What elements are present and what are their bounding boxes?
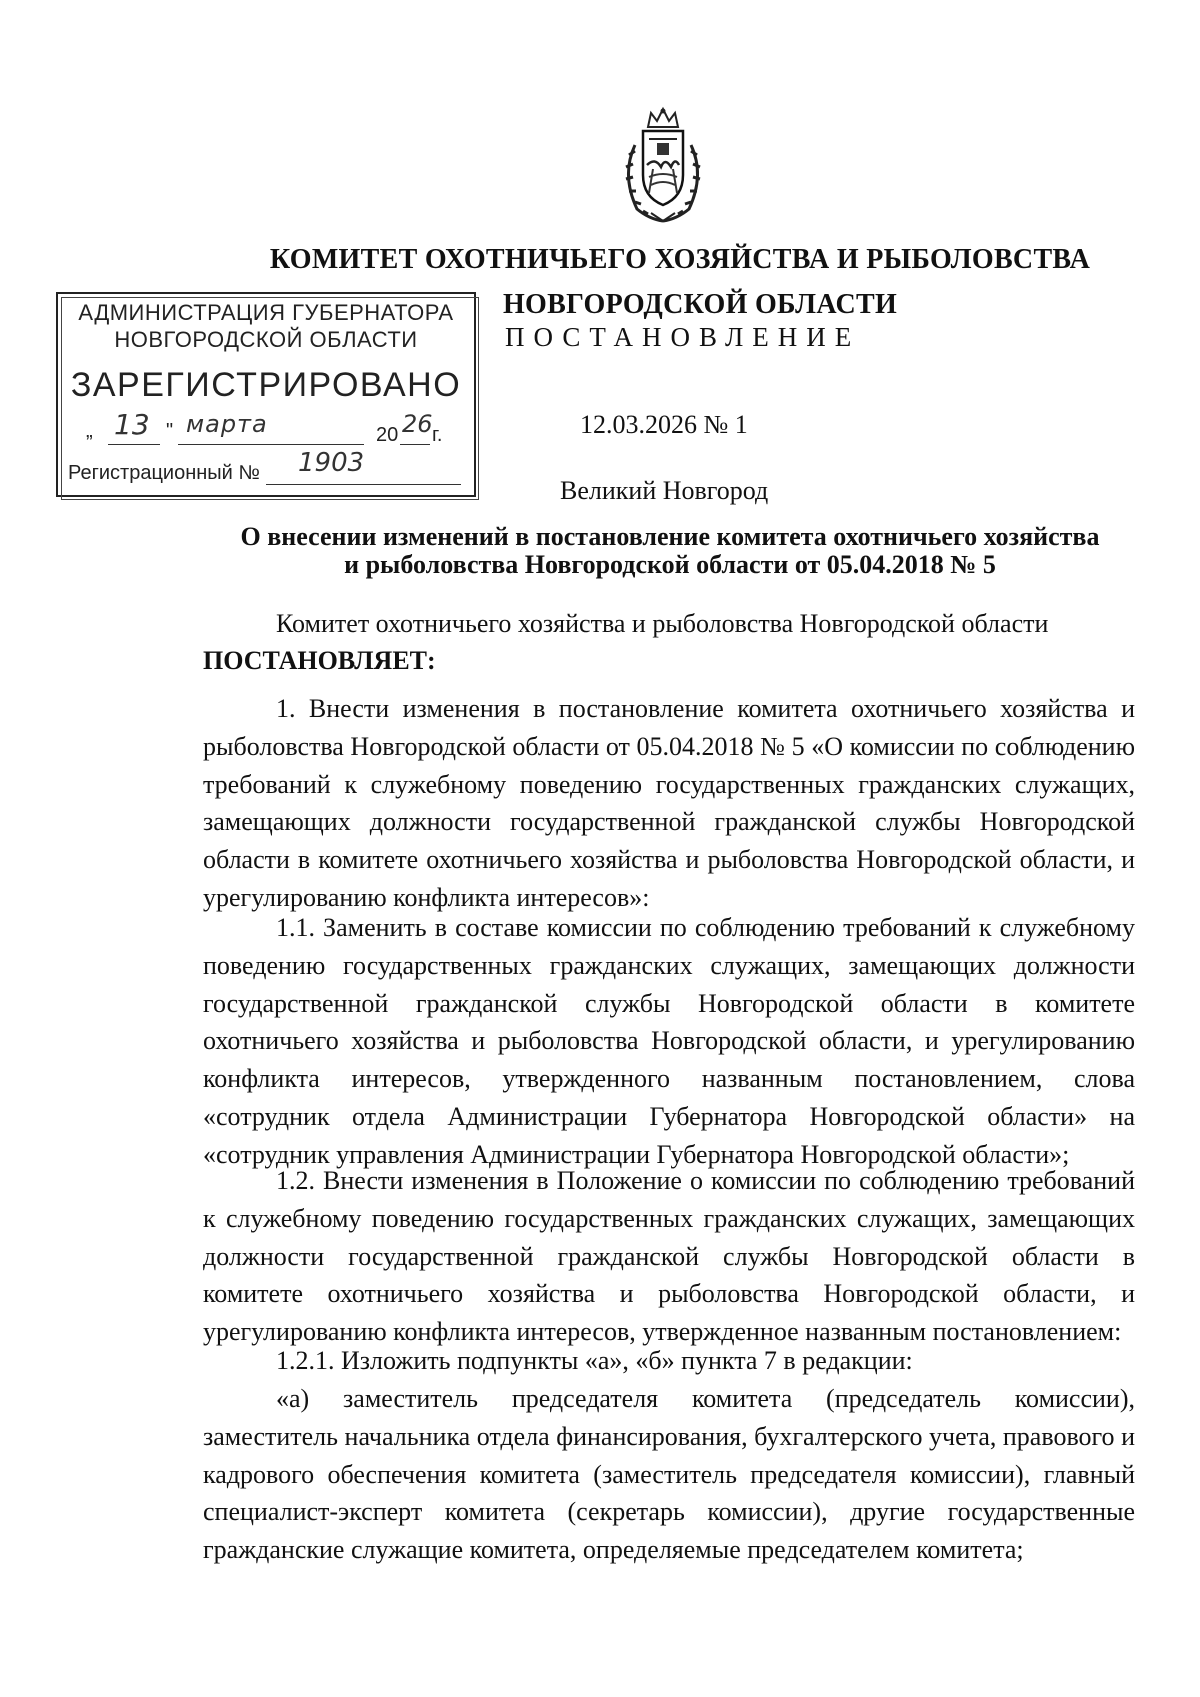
paragraph-1-2: 1.2. Внести изменения в Положение о комиссии по соблюдению требований к служебному поведению государственных гражданских служащих, замещающих должности государственной гражданской службы Новгородской области в комитете охотничьего хозяйства и рыболовства Новгородской области, и урегулированию конфликта интересов, утвержденное названным постановлением:: [203, 1166, 1135, 1347]
org-title-line2: НОВГОРОДСКОЙ ОБЛАСТИ: [502, 289, 898, 320]
stamp-year-prefix: 20: [376, 424, 399, 446]
intro-line1: Комитет охотничьего хозяйства и рыболовства Новгородской области: [276, 609, 1049, 638]
registration-stamp: [56, 292, 476, 497]
stamp-reg-number-handwritten: 1903: [298, 448, 365, 478]
stamp-reg-label: Регистрационный №: [68, 462, 260, 484]
stamp-year-handwritten: 26: [402, 410, 433, 438]
subject-line1: О внесении изменений в постановление комитета охотничьего хозяйства: [240, 522, 1100, 551]
coat-of-arms-emblem: [613, 105, 713, 225]
document-date-number: 12.03.2026 № 1: [580, 410, 748, 439]
stamp-quote-close: ": [166, 420, 174, 442]
intro-resolves: ПОСТАНОВЛЯЕТ:: [203, 646, 436, 675]
paragraph-1-2-1: 1.2.1. Изложить подпункты «а», «б» пункта 7 в редакции:: [276, 1346, 913, 1375]
paragraph-subitem-a: «а) заместитель председателя комитета (председатель комиссии), заместитель начальника отдела финансирования, бухгалтерского учета, правового и кадрового обеспечения комитета (заместитель председателя комиссии), главный специалист-эксперт комитета (секретарь комиссии), другие государственные гражданские служащие комитета, определяемые председателем комитета;: [203, 1384, 1135, 1565]
subject-line2: и рыболовства Новгородской области от 05.04.2018 № 5: [344, 550, 996, 579]
stamp-day-handwritten: 13: [114, 408, 150, 441]
stamp-status: ЗАРЕГИСТРИРОВАНО: [70, 366, 462, 404]
stamp-year-unit: г.: [432, 424, 443, 446]
stamp-quote-open: „: [86, 420, 93, 442]
paragraph-1-1: 1.1. Заменить в составе комиссии по соблюдению требований к служебному поведению государственных гражданских служащих, замещающих должности государственной гражданской службы Новгородской области в комитете охотничьего хозяйства и рыболовства Новгородской области, и урегулированию конфликта интересов, утвержденного названным постановлением, слова «сотрудник отдела Администрации Губернатора Новгородской области» на «сотрудник управления Администрации Губернатора Новгородской области»;: [203, 913, 1135, 1169]
paragraph-1: 1. Внести изменения в постановление комитета охотничьего хозяйства и рыболовства Новгородской области от 05.04.2018 № 5 «О комиссии по соблюдению требований к служебному поведению государственных гражданских служащих, замещающих должности государственной гражданской службы Новгородской области в комитете охотничьего хозяйства и рыболовства Новгородской области, и урегулированию конфликта интересов»:: [203, 694, 1135, 912]
stamp-reg-underline: [266, 484, 461, 485]
stamp-month-handwritten: марта: [186, 410, 268, 438]
stamp-registration-row: [68, 430, 468, 484]
stamp-line2: НОВГОРОДСКОЙ ОБЛАСТИ: [114, 327, 418, 352]
stamp-line1: АДМИНИСТРАЦИЯ ГУБЕРНАТОРА: [78, 300, 454, 325]
document-type: ПОСТАНОВЛЕНИЕ: [505, 322, 861, 352]
document-city: Великий Новгород: [560, 476, 769, 505]
document-subject: [195, 523, 1145, 579]
org-title-line1: КОМИТЕТ ОХОТНИЧЬЕГО ХОЗЯЙСТВА И РЫБОЛОВСТВА: [269, 244, 1091, 275]
